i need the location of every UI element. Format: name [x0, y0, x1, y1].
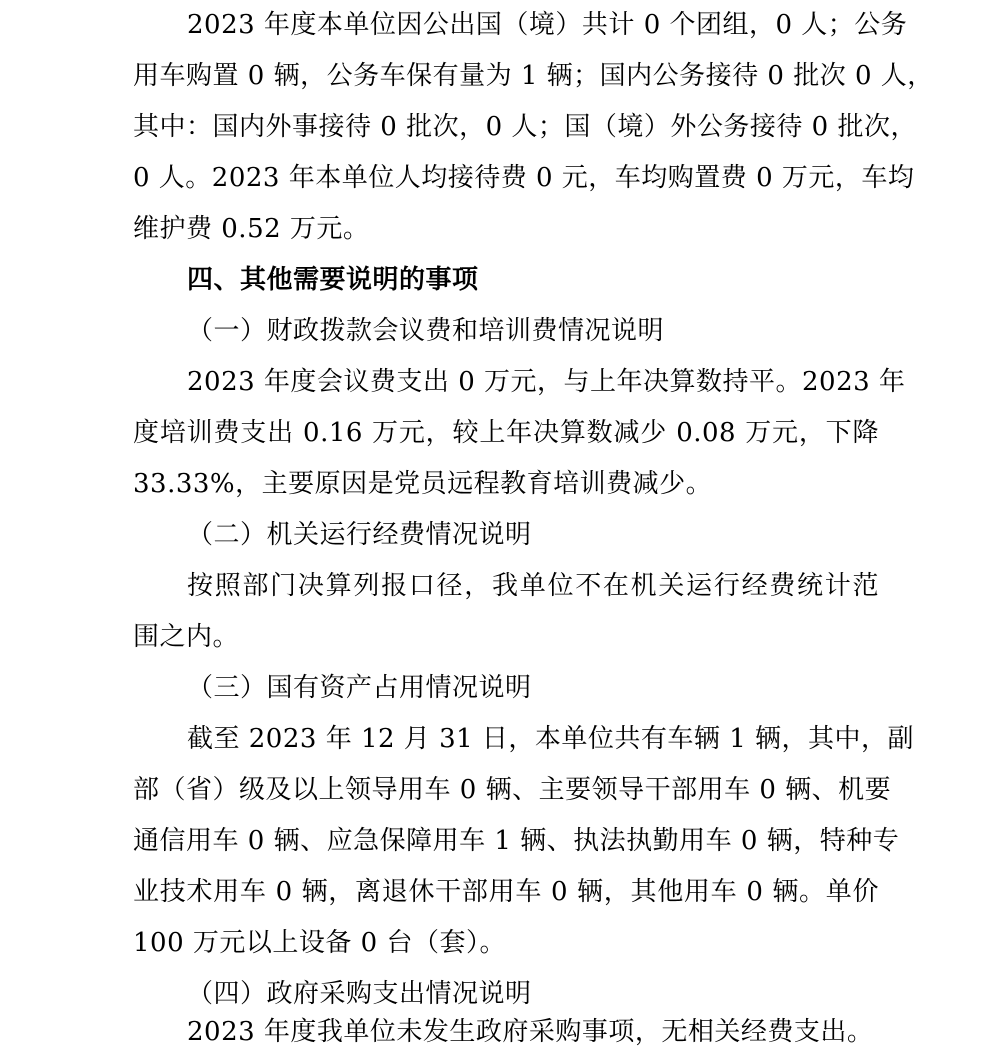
paragraph-line: 围之内。	[133, 622, 240, 652]
section-heading: 四、其他需要说明的事项	[187, 265, 479, 295]
subsection-heading: （四）政府采购支出情况说明	[187, 979, 532, 1009]
paragraph-line: 其中：国内外事接待 0 批次，0 人；国（境）外公务接待 0 批次，	[133, 112, 917, 142]
paragraph-line: 业技术用车 0 辆，离退休干部用车 0 辆，其他用车 0 辆。单价	[133, 877, 879, 907]
paragraph-line: 度培训费支出 0.16 万元，较上年决算数减少 0.08 万元，下降	[133, 418, 879, 448]
paragraph-line: 2023 年度会议费支出 0 万元，与上年决算数持平。2023 年	[187, 367, 906, 397]
paragraph-line: 按照部门决算列报口径，我单位不在机关运行经费统计范	[187, 571, 879, 601]
paragraph-line: 部（省）级及以上领导用车 0 辆、主要领导干部用车 0 辆、机要	[133, 775, 892, 805]
paragraph-line: 通信用车 0 辆、应急保障用车 1 辆、执法执勤用车 0 辆，特种专	[133, 826, 900, 856]
paragraph-line: 2023 年度我单位未发生政府采购事项，无相关经费支出。	[187, 1017, 874, 1047]
subsection-heading: （二）机关运行经费情况说明	[187, 520, 532, 550]
paragraph-line: 0 人。2023 年本单位人均接待费 0 元，车均购置费 0 万元，车均	[133, 163, 915, 193]
paragraph-line: 维护费 0.52 万元。	[133, 214, 370, 244]
subsection-heading: （三）国有资产占用情况说明	[187, 673, 532, 703]
paragraph-line: 用车购置 0 辆，公务车保有量为 1 辆；国内公务接待 0 批次 0 人，	[133, 61, 934, 91]
subsection-heading: （一）财政拨款会议费和培训费情况说明	[187, 316, 665, 346]
paragraph-line: 100 万元以上设备 0 台（套）。	[133, 928, 506, 958]
paragraph-line: 截至 2023 年 12 月 31 日，本单位共有车辆 1 辆，其中，副	[187, 724, 914, 754]
paragraph-line: 33.33%，主要原因是党员远程教育培训费减少。	[133, 469, 713, 499]
paragraph-line: 2023 年度本单位因公出国（境）共计 0 个团组，0 人；公务	[187, 10, 908, 40]
